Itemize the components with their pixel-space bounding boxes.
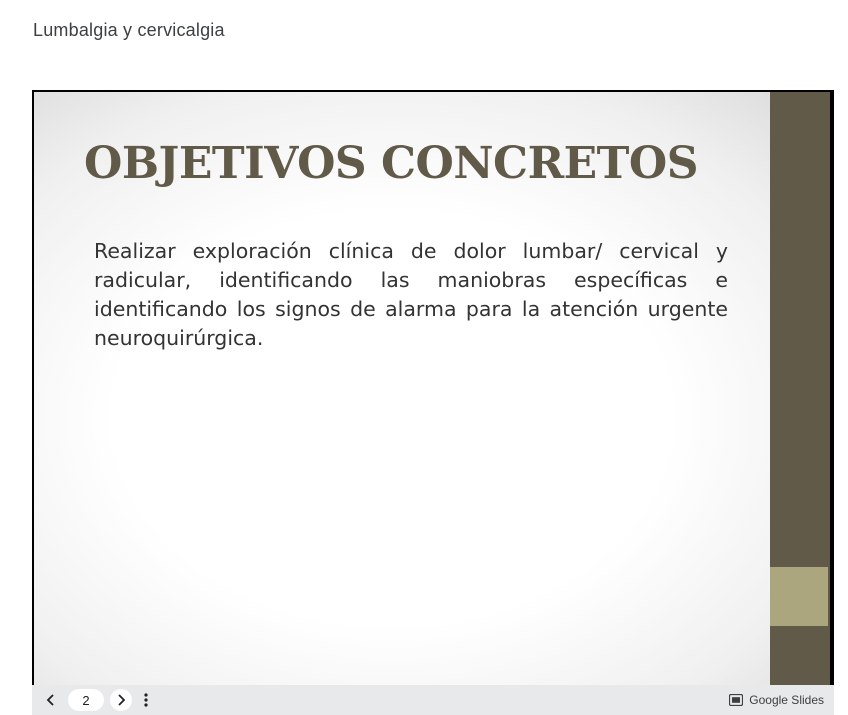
slide-canvas xyxy=(34,92,830,685)
slide-body-text: Realizar exploración clínica de dolor lumbar/ cervical y radicular, identificando las maniobras específicas e identificando los signos de alarma para la atención urgente neuroquirúrgica. xyxy=(94,239,728,350)
slide-heading: OBJETIVOS CONCRETOS xyxy=(84,138,699,189)
slides-icon xyxy=(729,694,743,706)
more-options-button[interactable] xyxy=(138,689,154,711)
chevron-left-icon xyxy=(46,694,56,706)
slides-toolbar xyxy=(32,685,834,715)
google-slides-link[interactable] xyxy=(729,693,824,707)
previous-slide-button[interactable] xyxy=(40,689,62,711)
next-slide-button[interactable] xyxy=(110,689,132,711)
more-vert-icon xyxy=(144,693,148,707)
google-slides-label: Google Slides xyxy=(749,693,824,707)
slides-embed xyxy=(32,90,834,715)
slide-number-field[interactable]: 2 xyxy=(68,689,104,711)
chevron-right-icon xyxy=(116,694,126,706)
slide-sidebar-accent xyxy=(770,567,828,626)
page-title: Lumbalgia y cervicalgia xyxy=(33,20,225,40)
